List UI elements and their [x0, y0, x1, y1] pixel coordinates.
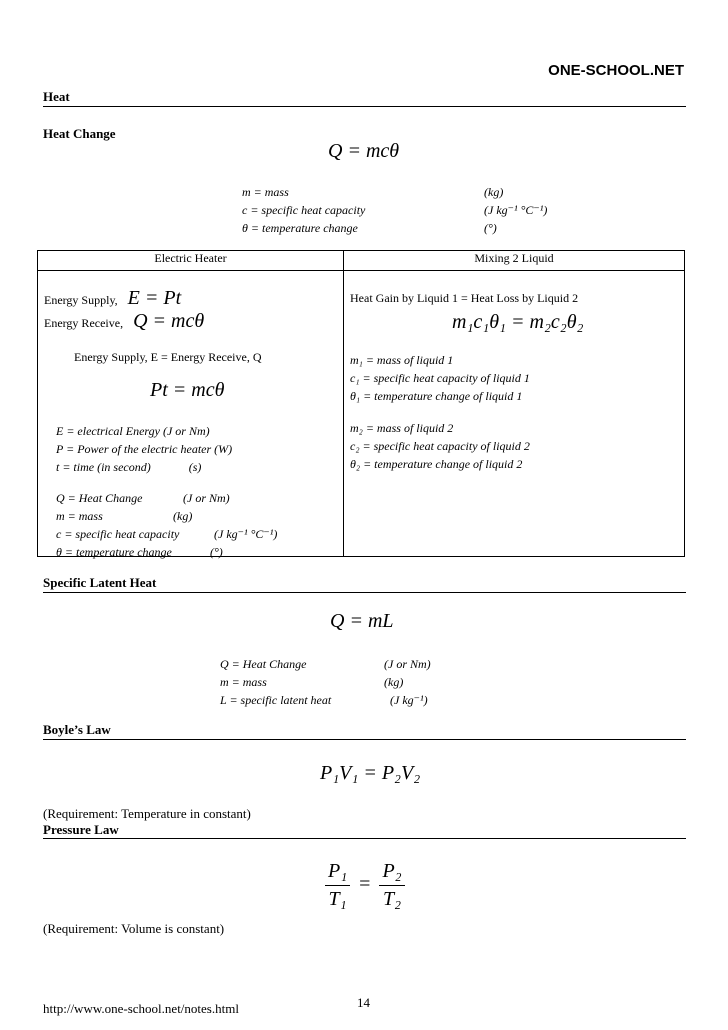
- unit: (°): [210, 545, 223, 559]
- denominator-t2: T₂: [383, 888, 402, 910]
- variable-definition: c₁ = specific heat capacity of liquid 1: [350, 371, 530, 385]
- unit: (kg): [484, 185, 504, 199]
- unit: (J kg⁻¹ °C⁻¹): [214, 527, 278, 541]
- unit: (J kg⁻¹): [390, 693, 428, 707]
- boyle-requirement: (Requirement: Temperature in constant): [43, 806, 251, 821]
- footer-url: http://www.one-school.net/notes.html: [43, 1001, 239, 1016]
- formula-energy-receive: Q = mcθ: [133, 310, 205, 332]
- heat-change-units: [173, 489, 278, 561]
- variable-definition: Q = Heat Change: [220, 657, 307, 671]
- formula-pt-mctheta: Pt = mcθ: [150, 379, 225, 401]
- divider: [43, 592, 686, 593]
- formula-heat-change: Q = mcθ: [328, 140, 400, 162]
- variable-definition: P = Power of the electric heater (W): [56, 442, 233, 456]
- numerator-p2: P₂: [379, 860, 404, 886]
- divider: [43, 739, 686, 740]
- formula-pressure-law: [325, 860, 405, 911]
- formula-latent-heat: Q = mL: [330, 610, 394, 632]
- mixing-liquid-cell: [344, 271, 685, 557]
- variable-definition: t = time (in second) (s): [56, 460, 202, 474]
- formula-mixing: m₁c₁θ₁ = m₂c₂θ₂: [452, 311, 584, 333]
- latent-units: [384, 655, 431, 709]
- variable-definition: c = specific heat capacity: [242, 203, 366, 217]
- section-title-boyles-law: Boyle’s Law: [43, 722, 111, 737]
- subsection-title-heat-change: Heat Change: [43, 126, 116, 141]
- variable-definition: θ₂ = temperature change of liquid 2: [350, 457, 523, 471]
- variable-definition: m = mass: [220, 675, 267, 689]
- divider: [43, 838, 686, 839]
- site-brand: ONE-SCHOOL.NET: [548, 62, 684, 79]
- latent-variables: [220, 655, 331, 709]
- numerator-p1: P₁: [325, 860, 350, 886]
- variable-definition: Q = Heat Change: [56, 491, 143, 505]
- energy-receive-label: Energy Receive,: [44, 316, 124, 330]
- unit: (kg): [173, 509, 193, 523]
- section-title-latent-heat: Specific Latent Heat: [43, 575, 157, 590]
- page-number: 14: [357, 995, 370, 1010]
- section-title-heat: Heat: [43, 89, 70, 104]
- heat-comparison-table: [37, 250, 685, 557]
- energy-supply-label: Energy Supply,: [44, 293, 118, 307]
- unit: (s): [188, 460, 202, 474]
- electric-variables: [56, 422, 232, 476]
- variable-definition: m = mass: [56, 509, 103, 523]
- unit: (J or Nm): [384, 657, 431, 671]
- divider: [43, 106, 686, 107]
- variable-definition: θ₁ = temperature change of liquid 1: [350, 389, 523, 403]
- table-header-mixing-liquid: Mixing 2 Liquid: [344, 251, 685, 271]
- fraction-p1-t1: [325, 860, 350, 911]
- energy-equality: Energy Supply, E = Energy Receive, Q: [74, 350, 262, 364]
- formula-energy-supply: E = Pt: [127, 287, 182, 309]
- section-title-pressure-law: Pressure Law: [43, 822, 119, 837]
- variable-definition: E = electrical Energy (J or Nm): [56, 424, 210, 438]
- variable-definition: c = specific heat capacity: [56, 527, 180, 541]
- variable-definition: m = mass: [242, 185, 289, 199]
- heat-units: [484, 183, 547, 237]
- formula-boyles-law: P₁V₁ = P₂V₂: [320, 762, 421, 784]
- heat-variables: [242, 183, 365, 237]
- variable-definition: c₂ = specific heat capacity of liquid 2: [350, 439, 530, 453]
- unit: (°): [484, 221, 497, 235]
- heat-change-variables: [56, 489, 179, 561]
- variable-definition: m₂ = mass of liquid 2: [350, 421, 454, 435]
- unit: (J kg⁻¹ °C⁻¹): [484, 203, 548, 217]
- electric-heater-cell: [38, 271, 344, 557]
- unit: (kg): [384, 675, 404, 689]
- mixing-title: Heat Gain by Liquid 1 = Heat Loss by Liquid 2: [350, 291, 579, 305]
- variable-definition: L = specific latent heat: [220, 693, 332, 707]
- pressure-requirement: (Requirement: Volume is constant): [43, 921, 225, 936]
- denominator-t1: T₁: [328, 888, 347, 910]
- equals-sign: =: [359, 873, 371, 896]
- table-header-electric-heater: Electric Heater: [38, 251, 344, 271]
- variable-definition: m₁ = mass of liquid 1: [350, 353, 454, 367]
- variable-definition: θ = temperature change: [56, 545, 172, 559]
- variable-definition: θ = temperature change: [242, 221, 358, 235]
- fraction-p2-t2: [379, 860, 404, 911]
- energy-supply-row: [44, 287, 181, 310]
- liquid-2-variables: [350, 419, 530, 473]
- liquid-1-variables: [350, 351, 530, 405]
- energy-receive-row: [44, 310, 204, 333]
- unit: (J or Nm): [183, 491, 230, 505]
